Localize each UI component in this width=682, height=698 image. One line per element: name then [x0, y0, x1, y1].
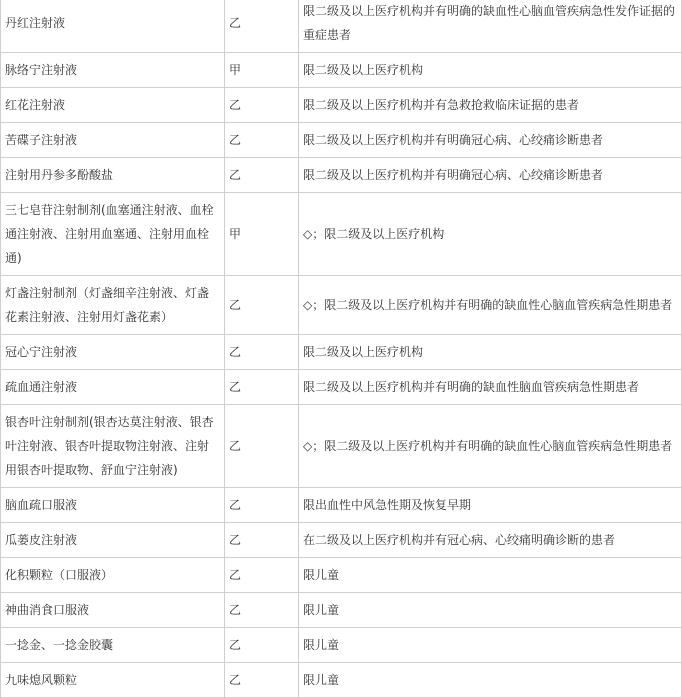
restriction-cell: ◇；限二级及以上医疗机构并有明确的缺血性心脑血管疾病急性期患者: [299, 405, 682, 488]
restriction-cell: 限儿童: [299, 593, 682, 628]
restriction-cell: 限二级及以上医疗机构并有明确冠心病、心绞痛诊断患者: [299, 158, 682, 193]
table-row: [1, 523, 682, 558]
drug-name-cell: 神曲消食口服液: [1, 593, 225, 628]
drug-class-cell: 乙: [225, 370, 299, 405]
table-row: [1, 53, 682, 88]
drug-class-cell: 乙: [225, 276, 299, 335]
drug-name-cell: 脑血疏口服液: [1, 488, 225, 523]
table-row: [1, 88, 682, 123]
drug-class-cell: 乙: [225, 88, 299, 123]
table-row: [1, 663, 682, 698]
drug-class-cell: 乙: [225, 0, 299, 53]
table-row: [1, 488, 682, 523]
drug-name-cell: 注射用丹参多酚酸盐: [1, 158, 225, 193]
restriction-cell: 限儿童: [299, 558, 682, 593]
drug-name-cell: 脉络宁注射液: [1, 53, 225, 88]
table-row: [1, 335, 682, 370]
table-row: [1, 158, 682, 193]
table-row: [1, 193, 682, 276]
table-row: [1, 370, 682, 405]
drug-class-cell: 甲: [225, 53, 299, 88]
restriction-cell: 限二级及以上医疗机构并有明确冠心病、心绞痛诊断患者: [299, 123, 682, 158]
drug-class-cell: 乙: [225, 523, 299, 558]
drug-name-cell: 苦碟子注射液: [1, 123, 225, 158]
drug-name-cell: 疏血通注射液: [1, 370, 225, 405]
restriction-cell: 限儿童: [299, 628, 682, 663]
drug-class-cell: 甲: [225, 193, 299, 276]
drug-name-cell: 银杏叶注射制剂(银杏达莫注射液、银杏叶注射液、银杏叶提取物注射液、注射用银杏叶提取物、舒血宁注射液): [1, 405, 225, 488]
table-row: [1, 0, 682, 53]
restriction-cell: 在二级及以上医疗机构并有冠心病、心绞痛明确诊断的患者: [299, 523, 682, 558]
restriction-cell: 限二级及以上医疗机构: [299, 53, 682, 88]
drug-class-cell: 乙: [225, 405, 299, 488]
table-row: [1, 276, 682, 335]
restriction-cell: 限二级及以上医疗机构并有明确的缺血性脑血管疾病急性期患者: [299, 370, 682, 405]
drug-class-cell: 乙: [225, 123, 299, 158]
drug-class-cell: 乙: [225, 488, 299, 523]
drug-class-cell: 乙: [225, 558, 299, 593]
drug-name-cell: 瓜蒌皮注射液: [1, 523, 225, 558]
drug-name-cell: 冠心宁注射液: [1, 335, 225, 370]
restriction-cell: ◇；限二级及以上医疗机构: [299, 193, 682, 276]
drug-name-cell: 红花注射液: [1, 88, 225, 123]
drug-class-cell: 乙: [225, 158, 299, 193]
table-row: [1, 593, 682, 628]
drug-class-cell: 乙: [225, 335, 299, 370]
drug-name-cell: 丹红注射液: [1, 0, 225, 53]
drug-class-cell: 乙: [225, 593, 299, 628]
table-row: [1, 628, 682, 663]
drug-class-cell: 乙: [225, 628, 299, 663]
restriction-cell: ◇；限二级及以上医疗机构并有明确的缺血性心脑血管疾病急性期患者: [299, 276, 682, 335]
restriction-cell: 限儿童: [299, 663, 682, 698]
restriction-cell: 限二级及以上医疗机构并有急救抢救临床证据的患者: [299, 88, 682, 123]
drug-name-cell: 灯盏注射制剂（灯盏细辛注射液、灯盏花素注射液、注射用灯盏花素）: [1, 276, 225, 335]
drug-name-cell: 九味熄风颗粒: [1, 663, 225, 698]
table-row: [1, 558, 682, 593]
restriction-cell: 限出血性中风急性期及恢复早期: [299, 488, 682, 523]
drug-name-cell: 一捻金、一捻金胶囊: [1, 628, 225, 663]
drug-name-cell: 化积颗粒（口服液）: [1, 558, 225, 593]
table-row: [1, 405, 682, 488]
drug-class-cell: 乙: [225, 663, 299, 698]
restriction-cell: 限二级及以上医疗机构: [299, 335, 682, 370]
drug-name-cell: 三七皂苷注射制剂(血塞通注射液、血栓通注射液、注射用血塞通、注射用血栓通): [1, 193, 225, 276]
table-row: [1, 123, 682, 158]
restriction-cell: 限二级及以上医疗机构并有明确的缺血性心脑血管疾病急性发作证据的重症患者: [299, 0, 682, 53]
